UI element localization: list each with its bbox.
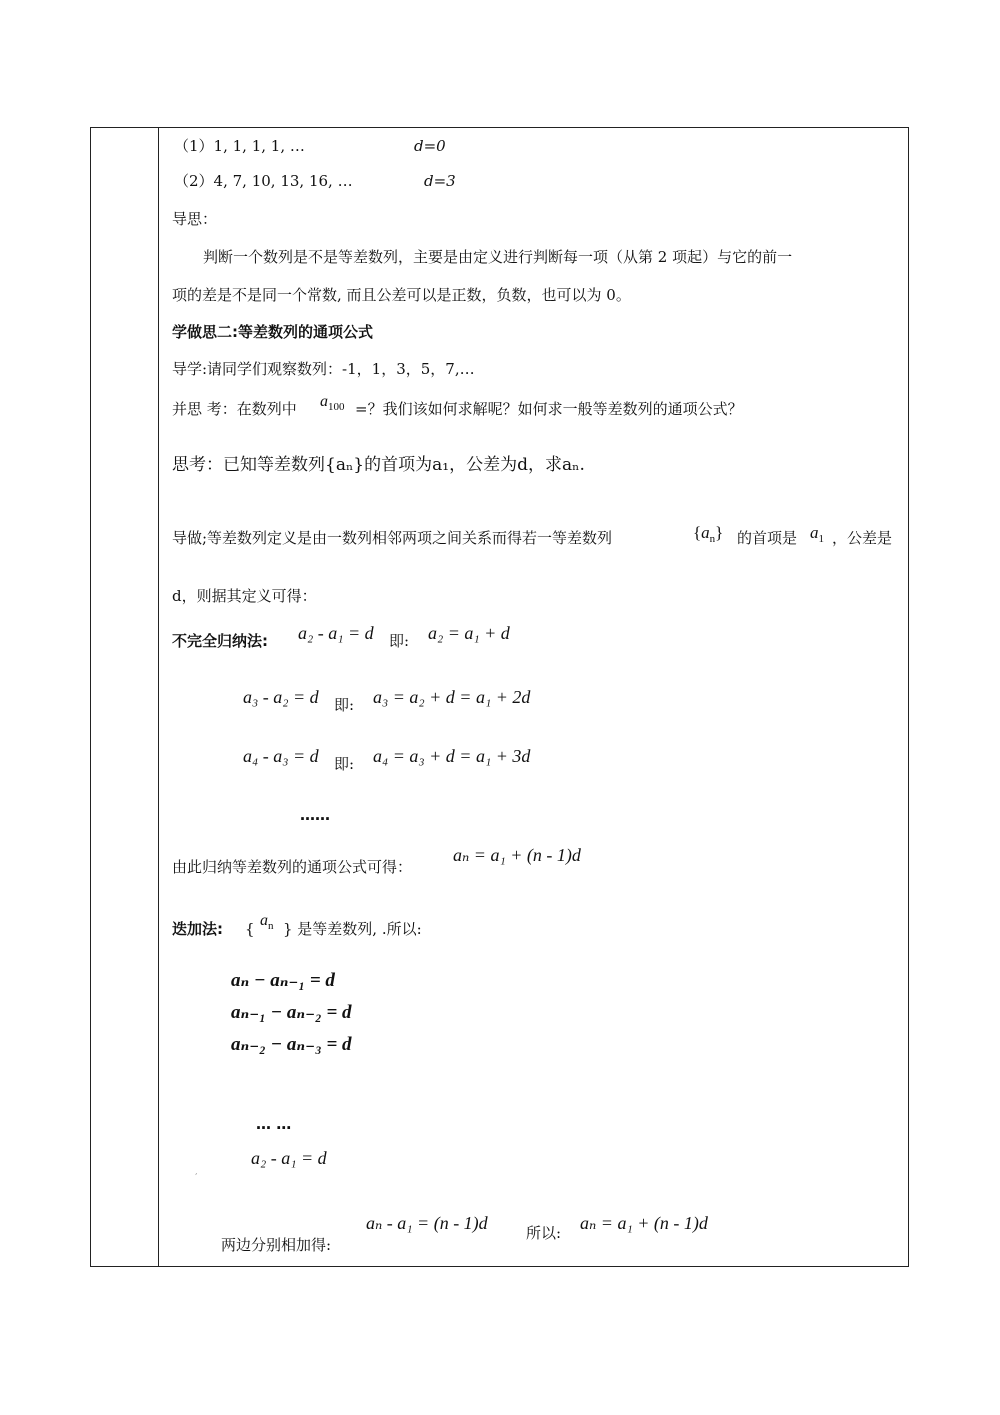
telescoping-label: 迭加法: xyxy=(172,920,223,938)
induction-eq2-left: a₃ - a₂ = d xyxy=(243,687,319,707)
induction-eq1-left: a₂ - a₁ = d xyxy=(298,623,374,643)
telescoping-result: aₙ = a₁ + (n - 1)d xyxy=(580,1213,708,1233)
daoxue-line: 导学:请同学们观察数列：-1，1，3，5，7,… xyxy=(172,360,475,378)
induction-eq3-right: a₄ = a₃ + d = a₁ + 3d xyxy=(373,746,531,766)
telescoping-brace-open: { xyxy=(245,920,255,938)
telescoping-statement: } 是等差数列, .所以: xyxy=(283,920,422,938)
telescoping-last-eq: a₂ - a₁ = d xyxy=(251,1148,327,1168)
think-line: 思考：已知等差数列{aₙ}的首项为a₁，公差为d，求aₙ. xyxy=(172,455,585,475)
example-2: （2）4, 7, 10, 13, 16, … xyxy=(174,172,353,190)
daozuo-an: $\{a_n\}$ xyxy=(693,523,724,545)
daosi-heading: 导思： xyxy=(172,210,218,228)
telescoping-dots: … … xyxy=(256,1115,292,1133)
daozuo-line1-a: 导做;等差数列定义是由一数列相邻两项之间关系而得若一等差数列 xyxy=(172,529,613,547)
example-1-d: d=0 xyxy=(414,137,446,155)
induction-dots: …… xyxy=(300,806,330,824)
daosi-line1: 判断一个数列是不是等差数列，主要是由定义进行判断每一项（从第 2 项起）与它的前一 xyxy=(203,248,793,266)
telescoping-eq-2: aₙ₋₁ − aₙ₋₂ = d xyxy=(231,1002,352,1023)
induction-formula: aₙ = a₁ + (n - 1)d xyxy=(453,845,581,865)
daozuo-a1: $a_1$ xyxy=(810,523,824,545)
question-suffix: =？我们该如何求解呢？如何求一般等差数列的通项公式？ xyxy=(355,400,743,418)
daosi-line2: 项的差是不是同一个常数, 而且公差可以是正数，负数，也可以为 0。 xyxy=(172,286,631,304)
telescoping-sum-label: 两边分别相加得: xyxy=(221,1236,332,1254)
daozuo-line1-b: 的首项是 xyxy=(737,529,798,547)
daozuo-line1-c: ，公差是 xyxy=(832,529,893,547)
column-divider xyxy=(158,127,159,1267)
section-title: 学做思二:等差数列的通项公式 xyxy=(172,323,373,341)
stray-mark: , xyxy=(195,1167,198,1176)
example-2-d: d=3 xyxy=(424,172,456,190)
induction-conclusion: 由此归纳等差数列的通项公式可得： xyxy=(172,858,413,876)
question-math: $a_{100}$ xyxy=(320,393,345,413)
telescoping-an: $a_n$ xyxy=(260,912,274,932)
induction-ji-3: 即: xyxy=(334,755,355,773)
telescoping-eq-3: aₙ₋₂ − aₙ₋₃ = d xyxy=(231,1034,352,1055)
induction-eq3-left: a₄ - a₃ = d xyxy=(243,746,319,766)
induction-label: 不完全归纳法: xyxy=(172,632,268,650)
question-prefix: 并思 考：在数列中 xyxy=(172,400,297,418)
induction-ji-1: 即: xyxy=(389,632,410,650)
telescoping-sum-eq: aₙ - a₁ = (n - 1)d xyxy=(366,1213,488,1233)
telescoping-so-label: 所以: xyxy=(526,1224,562,1242)
telescoping-eq-1: aₙ − aₙ₋₁ = d xyxy=(231,970,335,991)
induction-eq1-right: a₂ = a₁ + d xyxy=(428,623,510,643)
example-1: （1）1, 1, 1, 1, … xyxy=(174,137,305,155)
induction-eq2-right: a₃ = a₂ + d = a₁ + 2d xyxy=(373,687,531,707)
daozuo-line2: d，则据其定义可得： xyxy=(172,587,317,605)
induction-ji-2: 即: xyxy=(334,696,355,714)
